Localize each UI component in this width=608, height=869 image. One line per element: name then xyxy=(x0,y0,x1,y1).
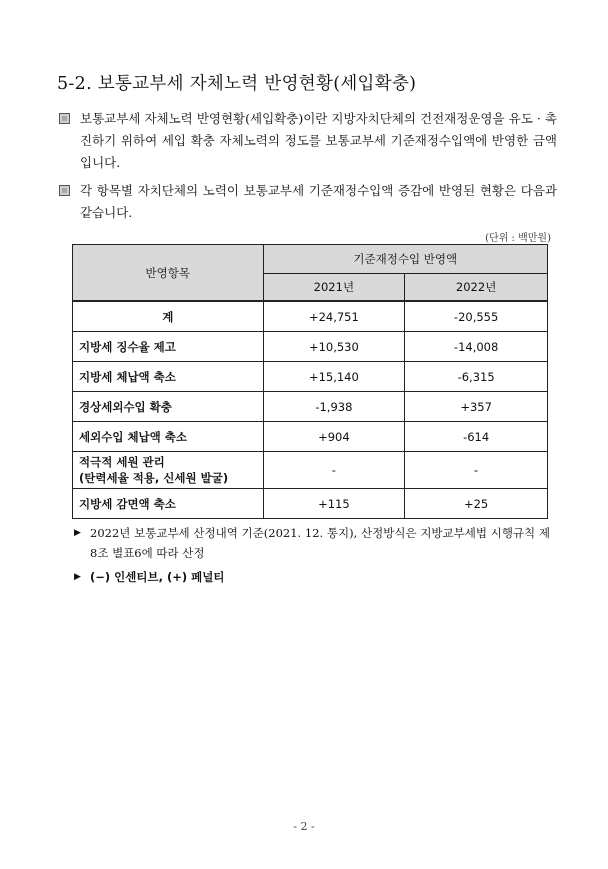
page-number: - 2 - xyxy=(293,820,315,833)
value-2021: -1,938 xyxy=(263,392,405,422)
value-2022: -6,315 xyxy=(405,362,548,392)
header-item: 반영항목 xyxy=(73,245,264,302)
section-title: 5-2. 보통교부세 자체노력 반영현황(세입확충) xyxy=(57,74,417,94)
arrow-bullet-icon: ▶ xyxy=(74,528,81,538)
paragraph-text: 각 항목별 자치단체의 노력이 보통교부세 기준재정수입액 증감에 반영된 현황은 다음과 같습니다. xyxy=(80,183,557,220)
arrow-bullet-icon: ▶ xyxy=(74,572,81,582)
header-year-2022: 2022년 xyxy=(405,274,548,302)
table-row xyxy=(73,332,548,362)
table-row xyxy=(73,392,548,422)
square-bullet-icon xyxy=(59,113,70,124)
value-2022: +357 xyxy=(405,392,548,422)
header-year-2021: 2021년 xyxy=(263,274,405,302)
table-row xyxy=(73,422,548,452)
value-2021: +904 xyxy=(263,422,405,452)
row-label: 지방세 감면액 축소 xyxy=(73,489,264,519)
paragraph-definition xyxy=(57,108,557,174)
notes xyxy=(74,523,550,587)
row-label: 경상세외수입 확충 xyxy=(73,392,264,422)
effort-table xyxy=(72,244,548,519)
paragraph-text: 보통교부세 자체노력 반영현황(세입확충)이란 지방자치단체의 건전재정운영을 유도 · 촉진하기 위하여 세입 확충 자체노력의 정도를 보통교부세 기준재정수입액에 반영한 금액입니다. xyxy=(80,111,557,170)
value-2021: +10,530 xyxy=(263,332,405,362)
value-2022: -14,008 xyxy=(405,332,548,362)
note-legend xyxy=(74,567,550,587)
unit-label: (단위 : 백만원) xyxy=(485,233,551,244)
paragraph-intro xyxy=(57,180,557,224)
value-2022: -614 xyxy=(405,422,548,452)
table-row xyxy=(73,489,548,519)
row-label: 지방세 체납액 축소 xyxy=(73,362,264,392)
note-basis xyxy=(74,523,550,563)
header-group: 기준재정수입 반영액 xyxy=(263,245,548,274)
note-text: (−) 인센티브, (+) 페널티 xyxy=(90,570,225,584)
value-2022: -20,555 xyxy=(405,301,548,332)
table-row xyxy=(73,452,548,489)
value-2022: - xyxy=(405,452,548,489)
note-text: 2022년 보통교부세 산정내역 기준(2021. 12. 통지), 산정방식은 지방교부세법 시행규칙 제8조 별표6에 따라 산정 xyxy=(90,526,550,560)
value-2021: +15,140 xyxy=(263,362,405,392)
value-2022: +25 xyxy=(405,489,548,519)
square-bullet-icon xyxy=(59,185,70,196)
value-2021: +24,751 xyxy=(263,301,405,332)
table-row xyxy=(73,362,548,392)
row-label xyxy=(73,452,264,489)
value-2021: +115 xyxy=(263,489,405,519)
row-label: 계 xyxy=(73,301,264,332)
row-label-line2: (탄력세율 적용, 신세원 발굴) xyxy=(79,471,229,485)
row-label: 세외수입 체납액 축소 xyxy=(73,422,264,452)
table-row-total xyxy=(73,301,548,332)
value-2021: - xyxy=(263,452,405,489)
row-label: 지방세 징수율 제고 xyxy=(73,332,264,362)
row-label-line1: 적극적 세원 관리 xyxy=(79,455,165,469)
